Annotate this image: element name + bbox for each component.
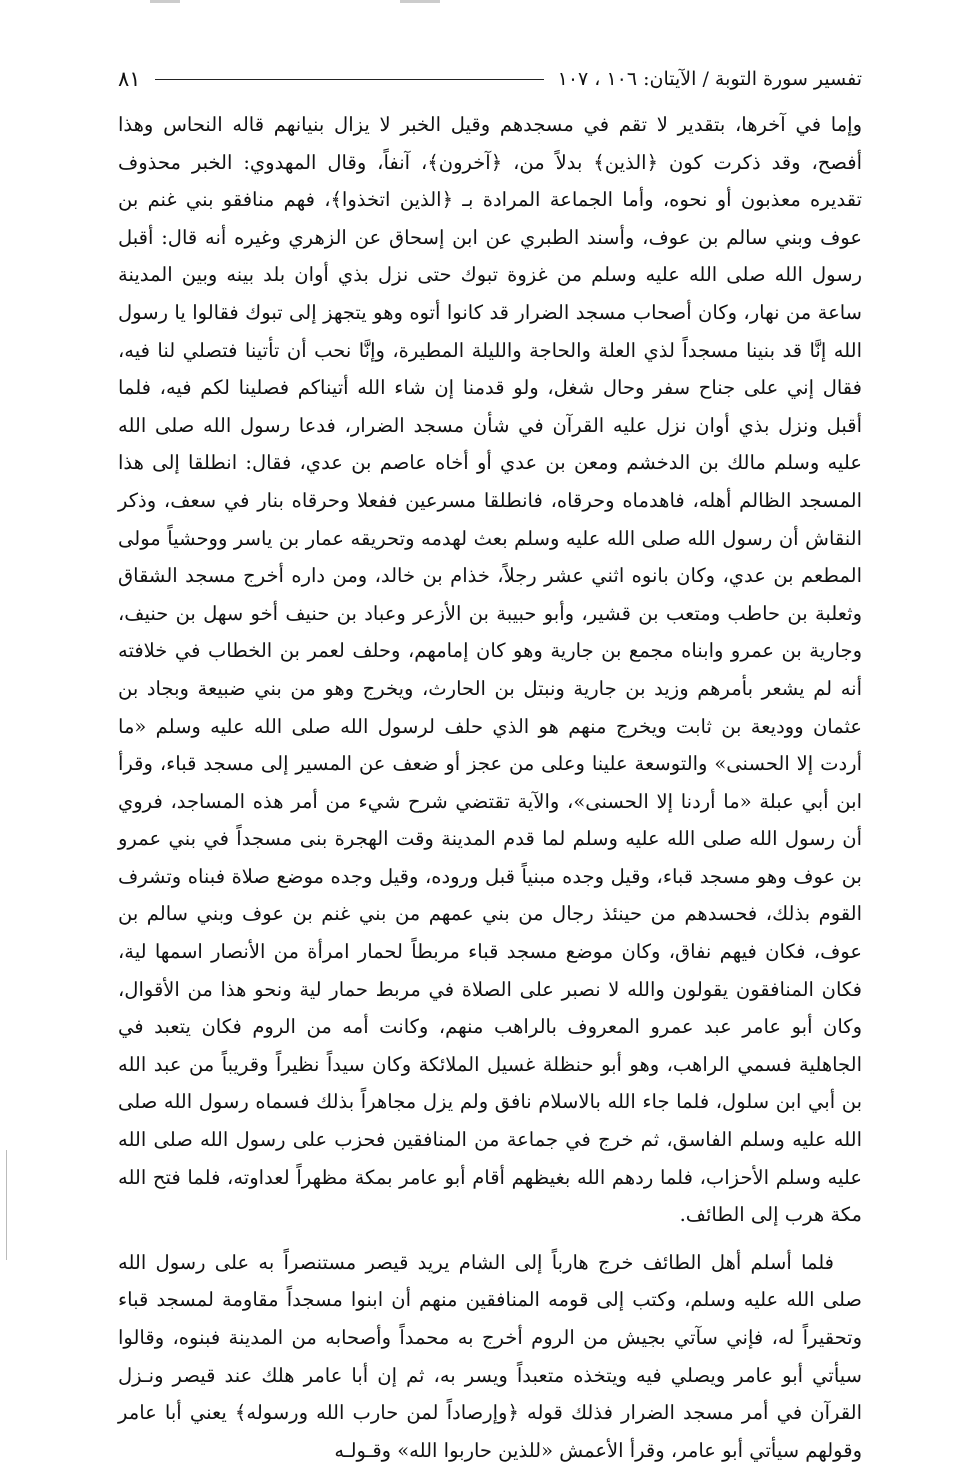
- body-text: [118, 106, 862, 1469]
- paragraph: فلما أسلم أهل الطائف خرج هارباً إلى الشام يريد قيصر مستنصراً به على رسول الله صلى الله عليه وسلم، وكتب إلى قومه المنافقين منهم أن ابنوا مسجداً مقاومة لمسجد قباء وتحقيراً له، فإني سآتي بجيش من الروم أخرج به محمداً وأصحابه من المدينة فبنوه، وقالوا سيأتي أبو عامر ويصلي فيه ويتخذه متعبداً ويسر به، ثم إن أبا عامر هلك عند قيصر ونـزل القرآن في أمر مسجد الضرار فذلك قوله ﴿وإرصاداً لمن حارب الله ورسوله﴾ يعني أبا عامر وقولهم سيأتي أبو عامر، وقرأ الأعمش «للذين حاربوا الله» وقـولـه: [118, 1250, 862, 1462]
- scan-speck: [400, 0, 440, 3]
- paragraph: وإما في آخرها، بتقدير لا تقم في مسجدهم وقيل الخبر لا يزال بنيانهم قاله النحاس وهذا أفصح، وقد ذكرت كون ﴿الذين﴾ بدلاً من، ﴿آخرون﴾، آنفاً، وقال المهدوي: الخبر محذوف تقديره معذبون أو نحوه، وأما الجماعة المرادة بـ ﴿الذين اتخذوا﴾، فهم منافقو بني غنم بن عوف وبني سالم بن عوف، وأسند الطبري عن ابن إسحاق عن الزهري وغيره أنه قال: أقبل رسول الله صلى الله عليه وسلم من غزوة تبوك حتى نزل بذي أوان بلد بينه وبين المدينة ساعة من نهار، وكان أصحاب مسجد الضرار قد كانوا أتوه وهو يتجهز إلى تبوك فقالوا يا رسول الله إنَّا قد بنينا مسجداً لذي العلة والحاجة والليلة المطيرة، وإنَّا نحب أن تأتينا فتصلي لنا فيه، فقال إني على جناح سفر وحال شغل، ولو قدمنا إن شاء الله أتيناكم فصلينا لكم فيه، فلما أقبل ونزل بذي أوان نزل عليه القرآن في شأن مسجد الضرار، فدعا رسول الله صلى الله عليه وسلم مالك بن الدخشم ومعن بن عدي أو أخاه عاصم بن عدي، فقال: انطلقا إلى هذا المسجد الظالم أهله، فاهدماه وحرقاه، فانطلقا مسرعين ففعلا وحرقاه بنار في سعف، وذكر النقاش أن رسول الله صلى الله عليه وسلم بعث لهدمه وتحريقه عمار بن ياسر ووحشياً مولى المطعم بن عدي، وكان بانوه اثني عشر رجلاً، خذام بن خالد، ومن داره أخرج مسجد الشقاق وثعلبة بن حاطب ومتعب بن قشير، وأبو حبيبة بن الأزعر وعباد بن حنيف أخو سهل بن حنيف، وجارية بن عمرو وابناه مجمع بن جارية وهو كان إمامهم، وحلف لعمر بن الخطاب في خلافته أنه لم يشعر بأمرهم وزيد بن جارية ونبتل بن الحارث، ويخرج وهو من بني ضبيعة وبجاد بن عثمان ووديعة بن ثابت ويخرج منهم هو الذي حلف لرسول الله صلى الله عليه وسلم «ما أردت إلا الحسنى» والتوسعة علينا وعلى من عجز أو ضعف عن المسير إلى مسجد قباء، وقرأ ابن أبي عبلة «ما أردنا إلا الحسنى»، والآية تقتضي شرح شيء من أمر هذه المساجد، فروي أن رسول الله صلى الله عليه وسلم لما قدم المدينة وقت الهجرة بنى مسجداً في بني عمرو بن عوف وهو مسجد قباء، وقيل وجده مبنياً قبل وروده، وقيل وجده موضع صلاة فبناه وتشرف القوم بذلك، فحسدهم من حينئذ رجال من بني عمهم من بني غنم بن عوف وبني سالم بن عوف، فكان فيهم نفاق، وكان موضع مسجد قباء مربطاً لحمار امرأة من الأنصار اسمها لية، فكان المنافقون يقولون والله لا نصبر على الصلاة في مربط حمار لية ونحو هذا من الأقوال، وكان أبو عامر عبد عمرو المعروف بالراهب منهم، وكانت أمه من الروم فكان يتعبد في الجاهلية فسمي الراهب، وهو أبو حنظلة غسيل الملائكة وكان سيداً نظيراً وقريباً من عبد الله بن أبي ابن سلول، فلما جاء الله بالاسلام نافق ولم يزل مجاهراً بذلك فسماه رسول الله صلى الله عليه وسلم الفاسق، ثم خرج في جماعة من المنافقين فحزب على رسول الله صلى الله عليه وسلم الأحزاب، فلما ردهم الله بغيظهم أقام أبو عامر بمكة مظهراً لعداوته، فلما فتح الله مكة هرب إلى الطائف.: [118, 113, 862, 1227]
- running-title: تفسير سورة التوبة / الآيتان: ١٠٦ ، ١٠٧: [557, 68, 862, 90]
- scan-speck: [150, 0, 180, 3]
- page-number: ٨١: [118, 67, 141, 91]
- header-rule: [155, 79, 544, 80]
- page-header: [118, 62, 862, 96]
- margin-line: [6, 1150, 7, 1260]
